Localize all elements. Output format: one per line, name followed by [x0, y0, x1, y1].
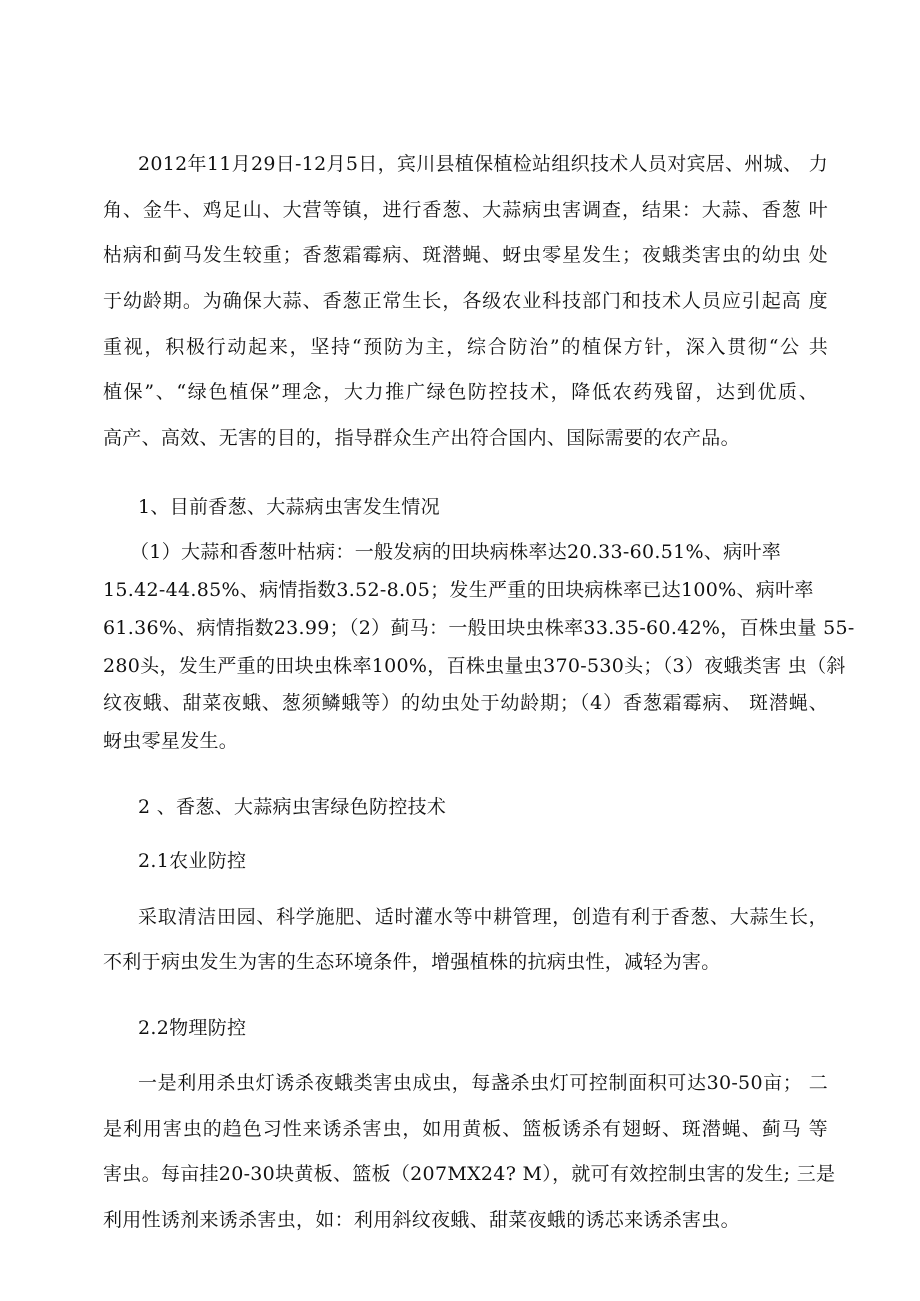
intro-line-5: 重视，积极行动起来，坚持“预防为主，综合防治”的植保方针，深入贯彻“公 共 [103, 336, 828, 358]
intro-line-1: 2012年11月29日-12月5日，宾川县植保植检站组织技术人员对宾居、州城、 力 [138, 153, 828, 175]
section-1-line-6: 蚜虫零星发生。 [103, 730, 239, 752]
subsection-2-2-line-2: 是利用害虫的趋色习性来诱杀害虫，如用黄板、篮板诱杀有翅蚜、斑潜蝇、蓟马 等 [103, 1118, 828, 1140]
section-1-line-2: 15.42-44.85%、病情指数3.52-8.05；发生严重的田块病株率已达100%、病叶率 [103, 579, 814, 601]
intro-line-3: 枯病和蓟马发生较重；香葱霜霉病、斑潜蝇、蚜虫零星发生；夜蛾类害虫的幼虫 处 [103, 244, 828, 266]
subsection-2-2-line-1: 一是利用杀虫灯诱杀夜蛾类害虫成虫，每盏杀虫灯可控制面积可达30-50亩； 二 [138, 1072, 828, 1094]
section-1-heading: 1、目前香葱、大蒜病虫害发生情况 [138, 496, 440, 518]
section-1-line-4: 280头，发生严重的田块虫株率100%，百株虫量虫370-530头；（3）夜蛾类害 虫（斜 [103, 655, 846, 677]
subsection-2-2-line-3: 害虫。每亩挂20-30块黄板、篮板（207MX24? M），就可有效控制虫害的发生; 三是 [103, 1163, 836, 1185]
subsection-2-1-heading: 2.1农业防控 [138, 850, 247, 872]
section-1-line-5: 纹夜蛾、甜菜夜蛾、葱须鳞蛾等）的幼虫处于幼龄期；（4）香葱霜霉病、 斑潜蝇、 [103, 692, 828, 714]
section-2-heading: 2 、香葱、大蒜病虫害绿色防控技术 [138, 796, 447, 818]
intro-line-6: 植保”、“绿色植保”理念，大力推广绿色防控技术，降低农药残留，达到优质、 [103, 381, 818, 403]
intro-line-7: 高产、高效、无害的目的，指导群众生产出符合国内、国际需要的农产品。 [103, 427, 740, 449]
subsection-2-2-line-4: 利用性诱剂来诱杀害虫，如：利用斜纹夜蛾、甜菜夜蛾的诱芯来诱杀害虫。 [103, 1209, 740, 1231]
section-1-line-3: 61.36%、病情指数23.99；（2）蓟马：一般田块虫株率33.35-60.42%，百株虫量 55- [103, 617, 855, 639]
section-1-line-1: （1）大蒜和香葱叶枯病：一般发病的田块病株率达20.33-60.51%、病叶率 [130, 541, 782, 563]
subsection-2-1-line-1: 采取清洁田园、科学施肥、适时灌水等中耕管理，创造有利于香葱、大蒜生长， [138, 906, 828, 928]
subsection-2-1-line-2: 不利于病虫发生为害的生态环境条件，增强植株的抗病虫性，减轻为害。 [103, 951, 721, 973]
intro-line-2: 角、金牛、鸡足山、大营等镇，进行香葱、大蒜病虫害调查，结果：大蒜、香葱 叶 [103, 199, 828, 221]
intro-line-4: 于幼龄期。为确保大蒜、香葱正常生长，各级农业科技部门和技术人员应引起高 度 [103, 290, 828, 312]
subsection-2-2-heading: 2.2物理防控 [138, 1017, 247, 1039]
